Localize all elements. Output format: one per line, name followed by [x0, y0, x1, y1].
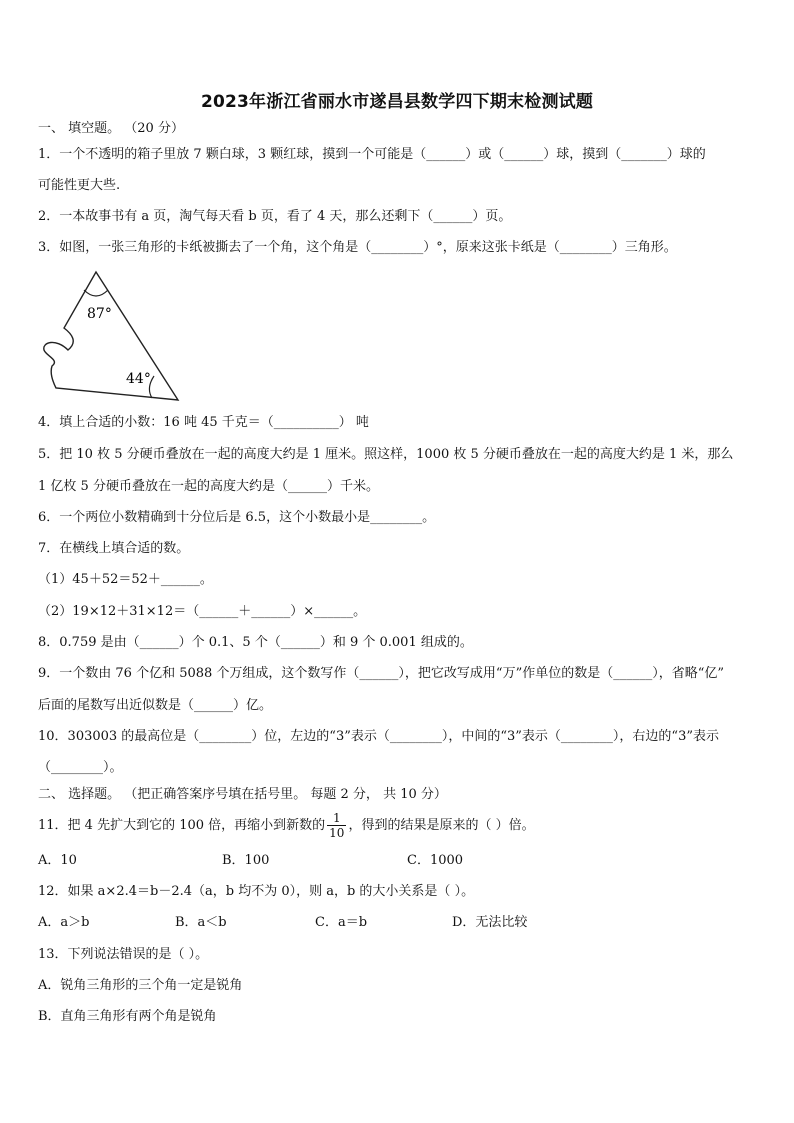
triangle-outline	[44, 272, 178, 400]
bottom-angle-label: 44°	[126, 371, 151, 387]
question-9-line-1: 9．一个数由 76 个亿和 5088 个万组成，这个数写作（______），把它改写成用“万”作单位的数是（______），省略“亿”	[38, 666, 725, 681]
question-13-option-b: B．直角三角形有两个角是锐角	[38, 1009, 217, 1024]
page-title: 2023年浙江省丽水市遂昌县数学四下期末检测试题	[200, 92, 594, 112]
question-5-line-2: 1 亿枚 5 分硬币叠放在一起的高度大约是（______）千米。	[38, 479, 379, 494]
fraction-one-tenth	[327, 811, 346, 840]
question-11	[38, 808, 763, 844]
question-10-line-2: （________）。	[38, 760, 123, 775]
question-12-option-a: A．a＞b	[38, 915, 90, 930]
torn-triangle-figure	[38, 268, 183, 403]
question-13-option-a: A．锐角三角形的三个角一定是锐角	[38, 978, 243, 993]
section-multiple-choice-heading: 二、 选择题。 （把正确答案序号填在括号里。 每题 2 分， 共 10 分）	[38, 787, 447, 802]
question-12: 12．如果 a×2.4＝b－2.4（a，b 均不为 0），则 a，b 的大小关系是（ ）。	[38, 884, 475, 899]
question-7-part-2: （2）19×12＋31×12＝（______＋______）×______。	[38, 604, 367, 619]
top-angle-label: 87°	[87, 306, 112, 322]
question-11-option-b: B．100	[222, 853, 270, 868]
question-7: 7．在横线上填合适的数。	[38, 541, 190, 556]
question-9-line-2: 后面的尾数写出近似数是（______）亿。	[38, 698, 273, 713]
question-5-line-1: 5．把 10 枚 5 分硬币叠放在一起的高度大约是 1 厘米。照这样，1000 枚 5 分硬币叠放在一起的高度大约是 1 米，那么	[38, 447, 734, 462]
question-11-option-c: C．1000	[407, 853, 464, 868]
fraction-denominator: 10	[329, 826, 345, 840]
question-8: 8．0.759 是由（______）个 0.1、5 个（______）和 9 个 0.001 组成的。	[38, 635, 473, 650]
question-10-line-1: 10．303003 的最高位是（________）位，左边的“3”表示（________），中间的“3”表示（________），右边的“3”表示	[38, 729, 719, 744]
question-3: 3．如图，一张三角形的卡纸被撕去了一个角，这个角是（________）°，原来这张卡纸是（________）三角形。	[38, 240, 677, 255]
question-6: 6．一个两位小数精确到十分位后是 6.5，这个小数最小是________。	[38, 510, 436, 525]
question-11-text-after: ，得到的结果是原来的（ ）倍。	[348, 818, 535, 833]
section-fill-blank-heading: 一、 填空题。 （20 分）	[38, 121, 184, 136]
question-7-part-1: （1）45＋52＝52＋______。	[38, 572, 213, 587]
fraction-numerator: 1	[327, 811, 346, 826]
question-1-line-1: 1．一个不透明的箱子里放 7 颗白球，3 颗红球，摸到一个可能是（______）或（______）球，摸到（_______）球的	[38, 147, 706, 162]
question-11-option-a: A．10	[38, 853, 77, 868]
question-12-option-b: B．a＜b	[175, 915, 227, 930]
question-12-option-c: C．a＝b	[315, 915, 368, 930]
question-13: 13．下列说法错误的是（ ）。	[38, 947, 209, 962]
question-11-text-before: 11．把 4 先扩大到它的 100 倍，再缩小到新数的	[38, 818, 326, 833]
question-2: 2．一本故事书有 a 页，淘气每天看 b 页，看了 4 天，那么还剩下（______）页。	[38, 209, 512, 224]
question-1-line-2: 可能性更大些.	[38, 178, 121, 193]
question-4: 4．填上合适的小数：16 吨 45 千克＝（__________） 吨	[38, 415, 369, 430]
top-angle-arc	[84, 290, 108, 296]
question-12-option-d: D．无法比较	[452, 915, 528, 930]
